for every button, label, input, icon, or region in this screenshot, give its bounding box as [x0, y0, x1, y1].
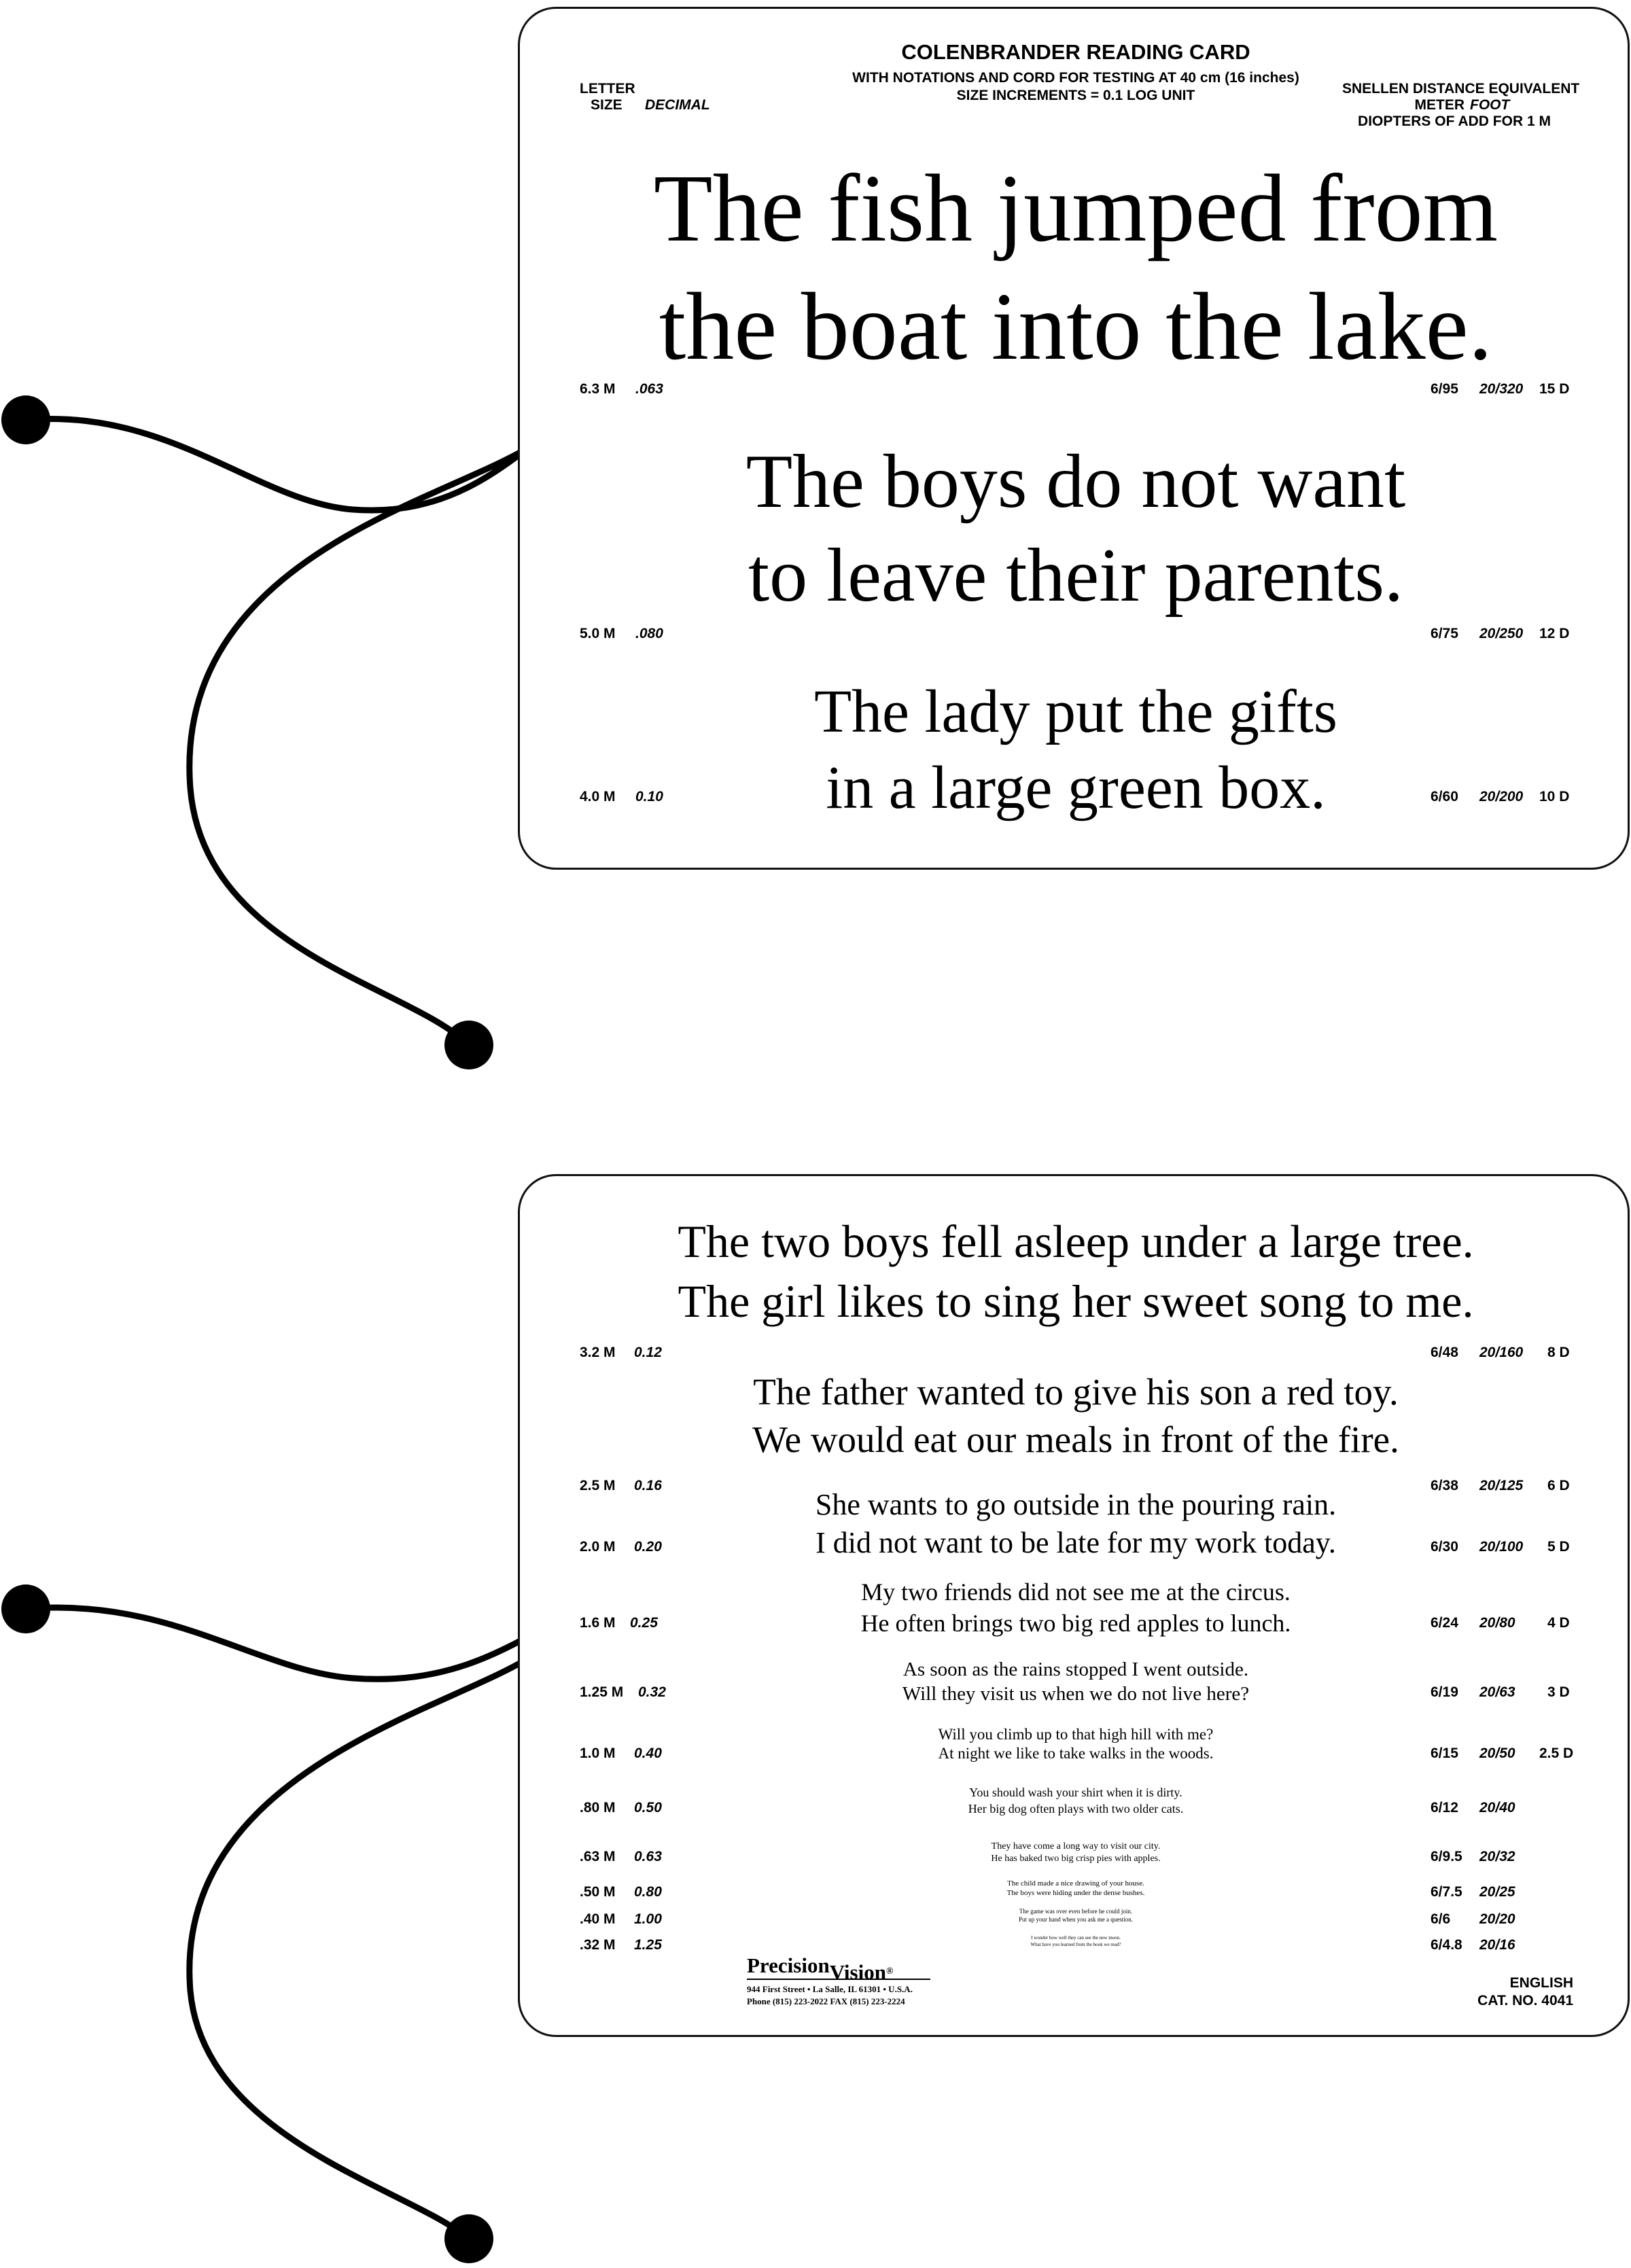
decimal-acuity: .080 — [635, 626, 663, 641]
letter-size: 3.2 M — [580, 1345, 616, 1360]
passage-line: The girl likes to sing her sweet song to me. — [678, 1275, 1474, 1327]
letter-size: 1.6 M — [580, 1615, 616, 1631]
passage-line: The lady put the gifts — [814, 678, 1337, 745]
letter-size: 1.25 M — [580, 1684, 624, 1700]
passage-line: Will they visit us when we do not live here? — [902, 1683, 1250, 1705]
letter-size: 2.5 M — [580, 1478, 616, 1493]
snellen-foot: 20/160 — [1479, 1345, 1524, 1360]
reading-card-front — [518, 7, 1630, 870]
snellen-foot: 20/100 — [1479, 1539, 1524, 1555]
decimal-acuity: 0.32 — [638, 1684, 666, 1700]
header-foot: FOOT — [1470, 97, 1510, 113]
diopters-add: 2.5 D — [1539, 1746, 1574, 1761]
snellen-meter: 6/19 — [1431, 1684, 1458, 1700]
decimal-acuity: .063 — [635, 381, 663, 397]
snellen-foot: 20/20 — [1479, 1911, 1515, 1927]
passage-line: He has baked two big crisp pies with apples. — [991, 1854, 1161, 1864]
header-decimal: DECIMAL — [645, 97, 710, 113]
passage-line: The boys do not want — [746, 440, 1406, 524]
passage-line: Her big dog often plays with two older cats. — [968, 1802, 1184, 1815]
decimal-acuity: 0.50 — [634, 1800, 662, 1815]
precision-vision-logo — [747, 1955, 951, 2007]
diopters-add: 3 D — [1547, 1684, 1570, 1700]
snellen-meter: 6/38 — [1431, 1478, 1458, 1493]
snellen-foot: 20/40 — [1479, 1800, 1515, 1815]
passage-line: She wants to go outside in the pouring rain. — [815, 1488, 1337, 1521]
header-snellen: SNELLEN DISTANCE EQUIVALENT — [1342, 81, 1580, 96]
snellen-meter: 6/6 — [1431, 1911, 1451, 1927]
header-diopters: DIOPTERS OF ADD FOR 1 M — [1358, 113, 1551, 129]
passage-line: As soon as the rains stopped I went outside. — [902, 1659, 1249, 1680]
passage-line: Put up your hand when you ask me a question. — [1019, 1916, 1133, 1923]
cord-2 — [26, 1591, 584, 2239]
passage-line: What have you learned from the book we read? — [1030, 1942, 1121, 1947]
passage-line: The boys were hiding under the dense bushes. — [1006, 1889, 1145, 1897]
brand-precision: Precision — [747, 1953, 830, 1977]
snellen-foot: 20/16 — [1479, 1937, 1515, 1953]
snellen-meter: 6/24 — [1431, 1615, 1458, 1631]
company-address: 944 First Street • La Salle, IL 61301 • U.S.A. — [747, 1984, 913, 1994]
letter-size: .40 M — [580, 1911, 616, 1927]
diopters-add: 10 D — [1539, 789, 1570, 804]
reading-card-back — [518, 1174, 1630, 2037]
passage-line: The child made a nice drawing of your house. — [1007, 1879, 1144, 1888]
letter-size: 6.3 M — [580, 381, 616, 397]
snellen-foot: 20/125 — [1479, 1478, 1524, 1493]
snellen-meter: 6/75 — [1431, 626, 1458, 641]
snellen-meter: 6/48 — [1431, 1345, 1458, 1360]
cord-knot-2b — [444, 2214, 493, 2263]
diopters-add: 4 D — [1547, 1615, 1570, 1631]
snellen-foot: 20/320 — [1479, 381, 1524, 397]
snellen-meter: 6/15 — [1431, 1746, 1458, 1761]
brand-registered: ® — [885, 1966, 894, 1977]
decimal-acuity: 0.25 — [630, 1615, 658, 1631]
decimal-acuity: 1.00 — [634, 1911, 662, 1927]
diopters-add: 5 D — [1547, 1539, 1570, 1555]
passage-line: The fish jumped from — [653, 154, 1498, 262]
letter-size: .32 M — [580, 1937, 616, 1953]
snellen-meter: 6/12 — [1431, 1800, 1458, 1815]
letter-size: 1.0 M — [580, 1746, 616, 1761]
decimal-acuity: 0.20 — [634, 1539, 662, 1555]
snellen-foot: 20/80 — [1479, 1615, 1515, 1631]
language-label: ENGLISH — [1509, 1975, 1573, 1991]
snellen-meter: 6/95 — [1431, 381, 1458, 397]
company-phone: Phone (815) 223-2022 FAX (815) 223-2224 — [747, 1996, 905, 2006]
passage-line: My two friends did not see me at the circus. — [861, 1578, 1291, 1606]
snellen-foot: 20/25 — [1479, 1884, 1515, 1900]
passage-line: Will you climb up to that high hill with me? — [938, 1726, 1214, 1743]
passage-line: He often brings two big red apples to lunch. — [860, 1610, 1291, 1637]
snellen-foot: 20/63 — [1479, 1684, 1515, 1700]
cord-knot-1b — [444, 1021, 493, 1069]
passage-line: The father wanted to give his son a red toy. — [753, 1371, 1399, 1413]
letter-size: .80 M — [580, 1800, 616, 1815]
diopters-add: 6 D — [1547, 1478, 1570, 1493]
decimal-acuity: 0.63 — [634, 1849, 662, 1864]
diopters-add: 15 D — [1539, 381, 1570, 397]
decimal-acuity: 0.16 — [634, 1478, 662, 1493]
header-meter: METER — [1414, 97, 1465, 113]
decimal-acuity: 0.40 — [634, 1746, 662, 1761]
snellen-meter: 6/9.5 — [1431, 1849, 1462, 1864]
passage-line: They have come a long way to visit our city. — [991, 1841, 1161, 1851]
cord-knot-1a — [1, 395, 50, 444]
cord-1 — [26, 382, 584, 1045]
letter-size: 4.0 M — [580, 789, 616, 804]
passage-line: The game was over even before he could join. — [1019, 1908, 1133, 1915]
catalog-number: CAT. NO. 4041 — [1477, 1993, 1573, 2008]
snellen-foot: 20/32 — [1479, 1849, 1515, 1864]
letter-size: 5.0 M — [580, 626, 616, 641]
decimal-acuity: 0.80 — [634, 1884, 662, 1900]
snellen-foot: 20/250 — [1479, 626, 1524, 641]
decimal-acuity: 0.12 — [634, 1345, 662, 1360]
letter-size: .50 M — [580, 1884, 616, 1900]
snellen-foot: 20/50 — [1479, 1746, 1515, 1761]
passage-line: to leave their parents. — [748, 533, 1404, 618]
snellen-meter: 6/60 — [1431, 789, 1458, 804]
passage-line: the boat into the lake. — [659, 272, 1493, 380]
passage-line: We would eat our meals in front of the fire. — [752, 1419, 1399, 1460]
passage-line: At night we like to take walks in the woods. — [938, 1745, 1214, 1762]
diopters-add: 8 D — [1547, 1345, 1570, 1360]
card-size-increments: SIZE INCREMENTS = 0.1 LOG UNIT — [956, 88, 1195, 103]
snellen-meter: 6/4.8 — [1431, 1937, 1462, 1953]
passage-line: I wonder how well they can see the new moon. — [1031, 1935, 1121, 1941]
snellen-meter: 6/30 — [1431, 1539, 1458, 1555]
letter-size: 2.0 M — [580, 1539, 616, 1555]
decimal-acuity: 1.25 — [634, 1937, 662, 1953]
passage-line: The two boys fell asleep under a large tree. — [678, 1216, 1474, 1267]
header-letter: LETTER — [580, 81, 635, 96]
cord-knot-2a — [1, 1584, 50, 1633]
passage-line: I did not want to be late for my work today. — [816, 1526, 1336, 1559]
card-title: COLENBRANDER READING CARD — [901, 40, 1250, 64]
decimal-acuity: 0.10 — [635, 789, 663, 804]
letter-size: .63 M — [580, 1849, 616, 1864]
brand-vision: Vision — [829, 1960, 886, 1984]
passage-line: in a large green box. — [826, 754, 1326, 821]
diopters-add: 12 D — [1539, 626, 1570, 641]
snellen-meter: 6/7.5 — [1431, 1884, 1462, 1900]
passage-line: You should wash your shirt when it is dirty. — [969, 1786, 1182, 1799]
header-size: SIZE — [591, 97, 622, 113]
snellen-foot: 20/200 — [1479, 789, 1524, 804]
card-subtitle: WITH NOTATIONS AND CORD FOR TESTING AT 40 cm (16 inches) — [852, 70, 1299, 86]
